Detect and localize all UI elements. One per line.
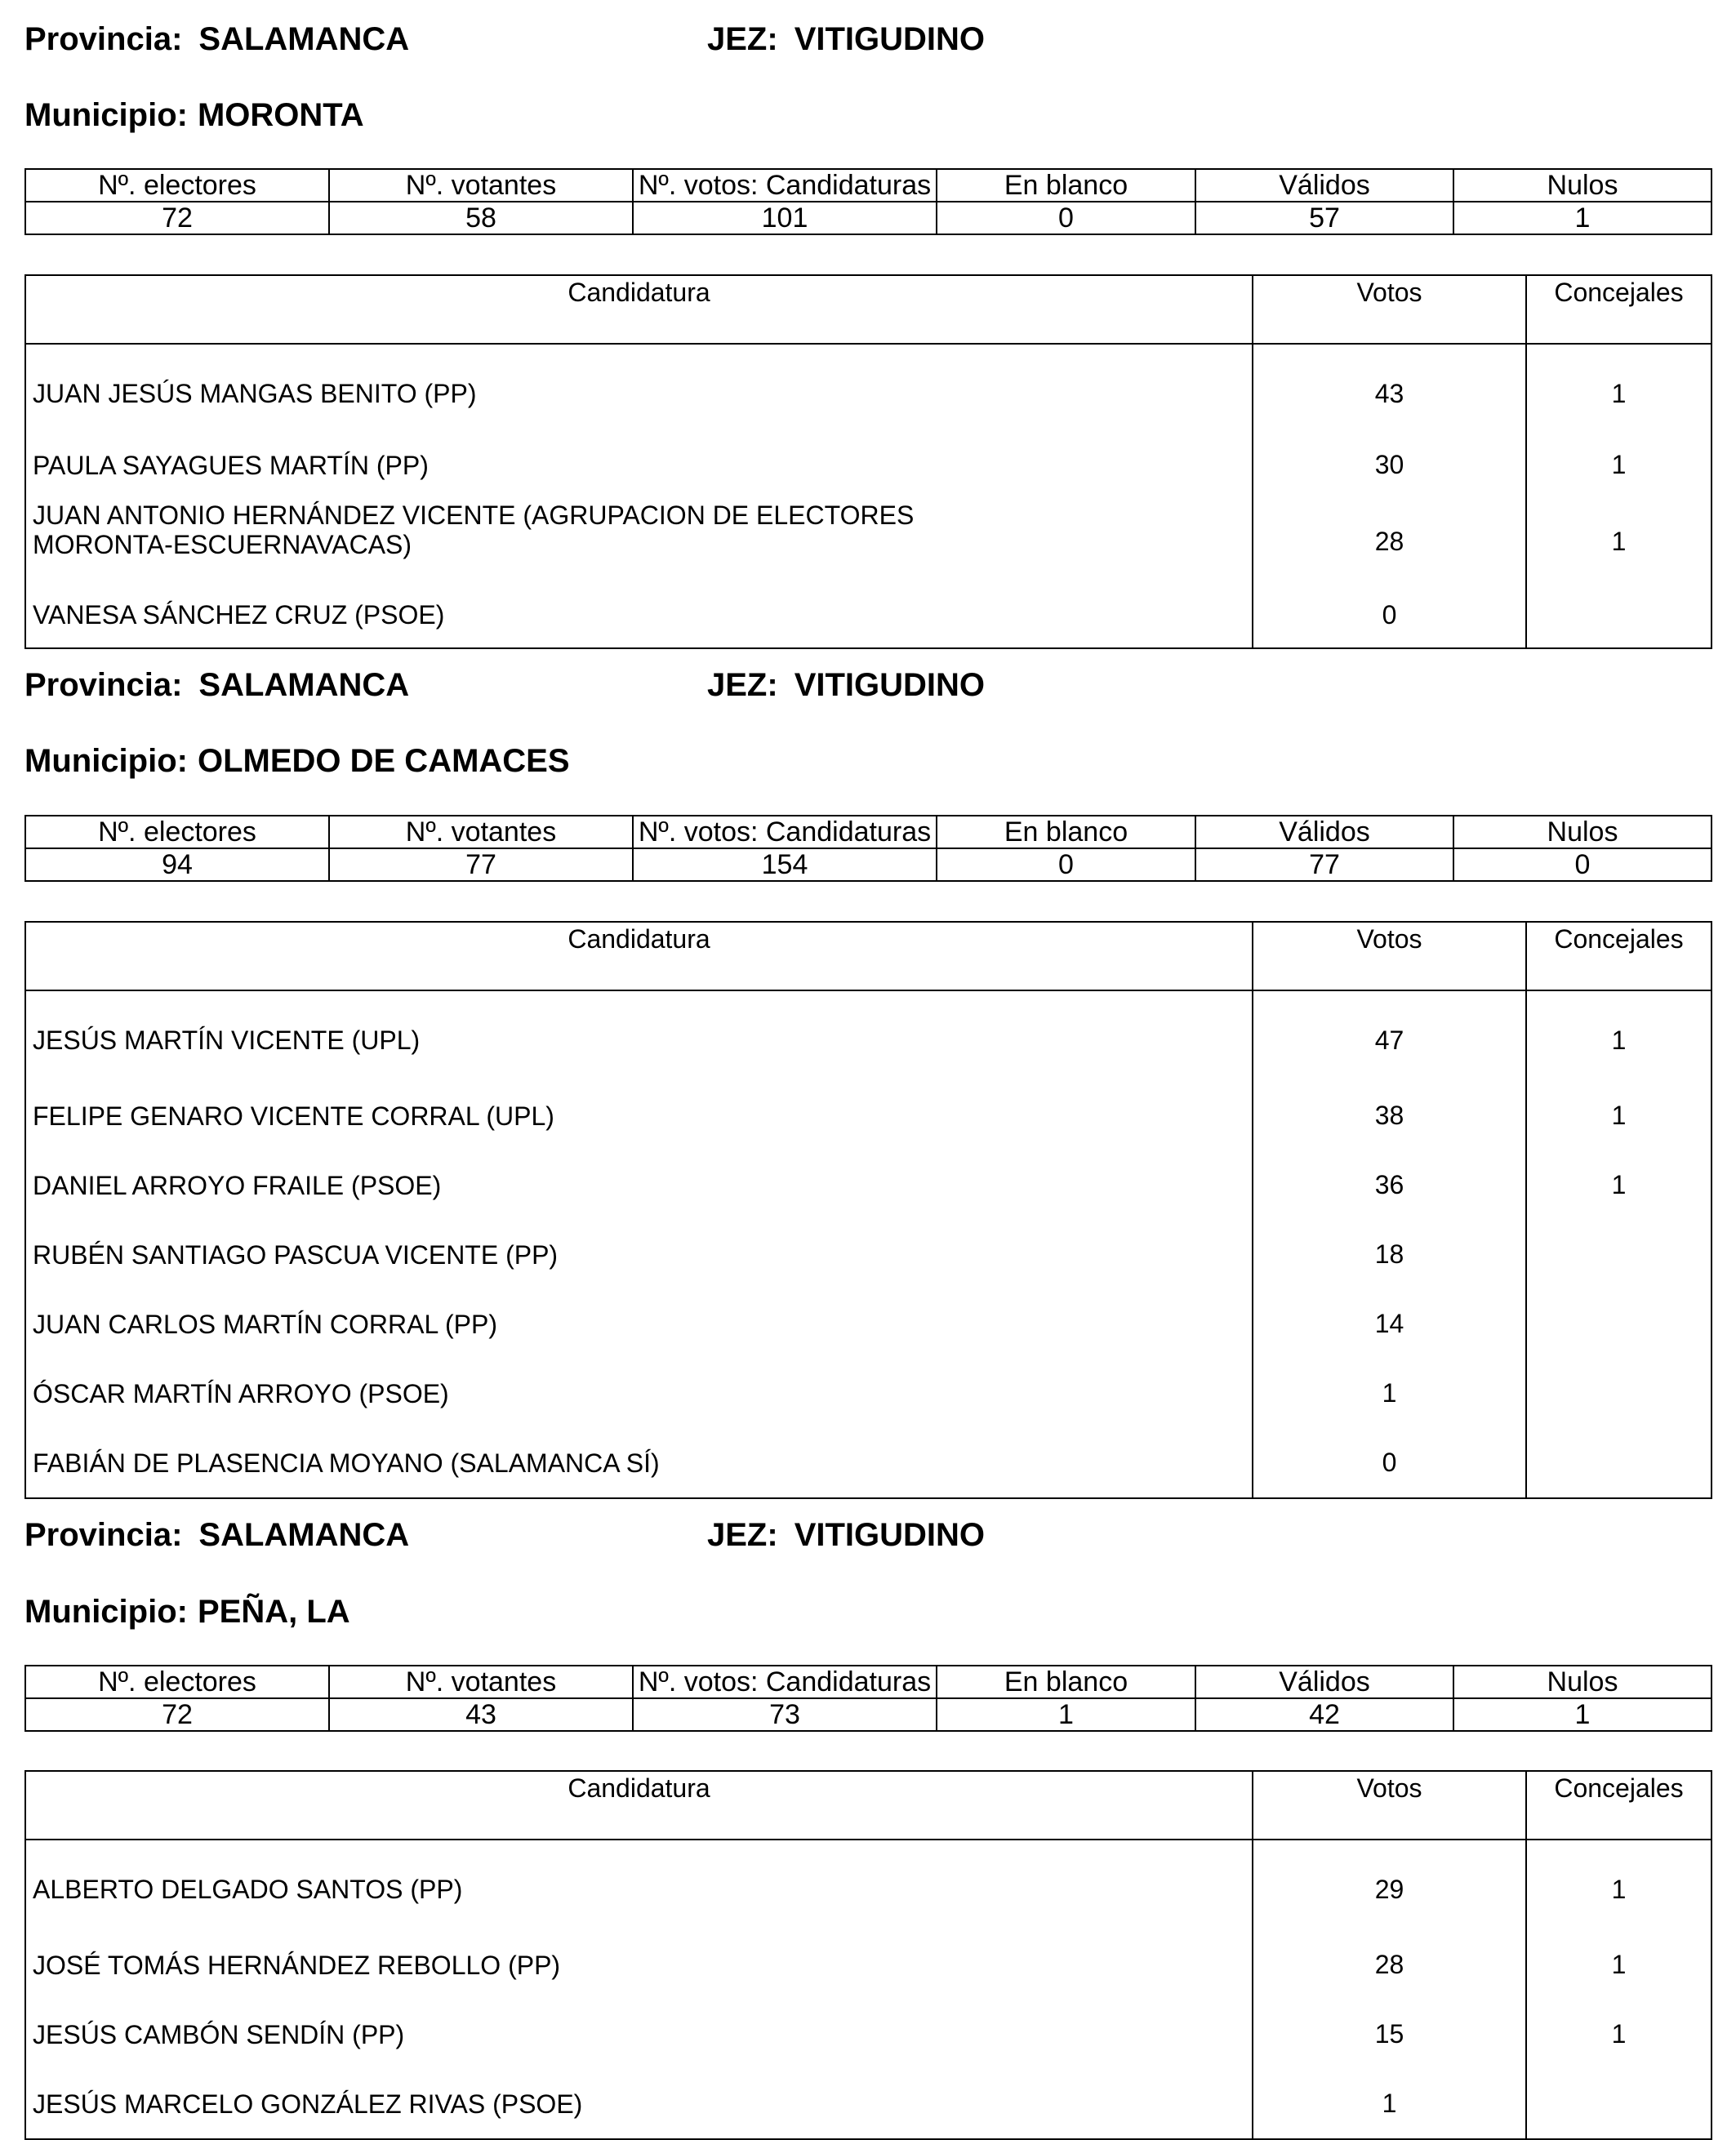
municipio-label: Municipio: [24,1594,188,1630]
provincia-header [24,20,409,59]
stats-header-votantes: Nº. votantes [329,169,633,202]
provincia-value: SALAMANCA [198,667,410,703]
candidates-table [24,1770,1712,2140]
header-concejales: Concejales [1526,922,1712,990]
candidate-name: JUAN ANTONIO HERNÁNDEZ VICENTE (AGRUPACION DE ELECTORES MORONTA-ESCUERNAVACAS) [25,496,1253,582]
provincia-value: SALAMANCA [198,1517,410,1553]
stats-value-row [25,848,1712,881]
candidate-row [25,434,1712,496]
candidate-name: VANESA SÁNCHEZ CRUZ (PSOE) [25,582,1253,648]
header-concejales: Concejales [1526,1771,1712,1840]
candidate-votos: 0 [1253,1428,1526,1498]
candidate-votos: 28 [1253,1930,1526,2000]
candidates-header-row [25,275,1712,344]
stats-value-votantes: 58 [329,202,633,234]
candidate-concejales: 1 [1526,1840,1712,1930]
candidate-name: FELIPE GENARO VICENTE CORRAL (UPL) [25,1081,1253,1150]
provincia-label: Provincia: [24,667,183,703]
stats-header-electores: Nº. electores [25,169,329,202]
stats-value-electores: 72 [25,202,329,234]
candidate-name: JUAN CARLOS MARTÍN CORRAL (PP) [25,1289,1253,1359]
jez-label: JEZ: [707,1517,778,1553]
stats-header-row [25,816,1712,848]
candidate-row [25,1220,1712,1289]
stats-header-en-blanco: En blanco [937,1666,1195,1698]
stats-value-en-blanco: 0 [937,202,1195,234]
stats-table [24,168,1712,235]
jez-header [707,20,985,59]
stats-value-votantes: 77 [329,848,633,881]
candidates-table [24,274,1712,649]
municipio-header [24,741,570,781]
stats-table [24,815,1712,882]
stats-header-en-blanco: En blanco [937,816,1195,848]
stats-header-votantes: Nº. votantes [329,816,633,848]
provincia-header [24,1515,409,1555]
candidate-votos: 18 [1253,1220,1526,1289]
jez-label: JEZ: [707,667,778,703]
stats-header-validos: Válidos [1195,169,1453,202]
stats-value-votos-candidaturas: 101 [633,202,937,234]
stats-header-nulos: Nulos [1453,816,1712,848]
candidate-concejales [1526,582,1712,648]
municipio-value: MORONTA [197,97,364,133]
candidates-table [24,921,1712,1499]
header-candidatura: Candidatura [25,275,1253,344]
candidate-name: FABIÁN DE PLASENCIA MOYANO (SALAMANCA SÍ) [25,1428,1253,1498]
stats-value-nulos: 1 [1453,1698,1712,1731]
candidate-concejales [1526,1428,1712,1498]
candidate-concejales [1526,2069,1712,2139]
candidate-votos: 36 [1253,1150,1526,1220]
stats-value-votantes: 43 [329,1698,633,1731]
candidate-votos: 1 [1253,2069,1526,2139]
candidate-concejales: 1 [1526,344,1712,434]
candidate-name: JESÚS MARCELO GONZÁLEZ RIVAS (PSOE) [25,2069,1253,2139]
stats-header-electores: Nº. electores [25,816,329,848]
candidates-header-row [25,922,1712,990]
stats-value-en-blanco: 1 [937,1698,1195,1731]
candidate-concejales: 1 [1526,496,1712,582]
stats-value-validos: 77 [1195,848,1453,881]
stats-value-validos: 42 [1195,1698,1453,1731]
candidate-concejales [1526,1289,1712,1359]
candidate-row [25,1150,1712,1220]
candidate-name: RUBÉN SANTIAGO PASCUA VICENTE (PP) [25,1220,1253,1289]
jez-label: JEZ: [707,21,778,57]
candidate-votos: 1 [1253,1359,1526,1428]
candidate-name: JESÚS CAMBÓN SENDÍN (PP) [25,2000,1253,2069]
stats-value-electores: 94 [25,848,329,881]
candidate-name: JUAN JESÚS MANGAS BENITO (PP) [25,344,1253,434]
jez-value: VITIGUDINO [794,667,986,703]
municipio-label: Municipio: [24,97,188,133]
candidate-row [25,1930,1712,2000]
provincia-label: Provincia: [24,1517,183,1553]
candidate-concejales: 1 [1526,990,1712,1081]
candidate-votos: 43 [1253,344,1526,434]
candidate-concejales: 1 [1526,1081,1712,1150]
jez-value: VITIGUDINO [794,1517,986,1553]
provincia-value: SALAMANCA [198,21,410,57]
stats-table [24,1665,1712,1732]
stats-header-row [25,1666,1712,1698]
header-votos: Votos [1253,1771,1526,1840]
candidate-name: ÓSCAR MARTÍN ARROYO (PSOE) [25,1359,1253,1428]
stats-header-en-blanco: En blanco [937,169,1195,202]
header-votos: Votos [1253,922,1526,990]
candidate-name: JESÚS MARTÍN VICENTE (UPL) [25,990,1253,1081]
candidate-votos: 29 [1253,1840,1526,1930]
stats-value-row [25,202,1712,234]
candidate-concejales: 1 [1526,2000,1712,2069]
header-candidatura: Candidatura [25,1771,1253,1840]
provincia-header [24,665,409,705]
candidate-votos: 28 [1253,496,1526,582]
stats-value-nulos: 0 [1453,848,1712,881]
candidate-name: JOSÉ TOMÁS HERNÁNDEZ REBOLLO (PP) [25,1930,1253,2000]
stats-value-en-blanco: 0 [937,848,1195,881]
provincia-label: Provincia: [24,21,183,57]
candidate-concejales: 1 [1526,434,1712,496]
stats-value-row [25,1698,1712,1731]
candidate-votos: 38 [1253,1081,1526,1150]
municipio-value: PEÑA, LA [197,1594,350,1630]
candidate-concejales [1526,1359,1712,1428]
candidate-row [25,496,1712,582]
candidate-row [25,1840,1712,1930]
stats-header-votos-candidaturas: Nº. votos: Candidaturas [633,1666,937,1698]
stats-header-votantes: Nº. votantes [329,1666,633,1698]
candidate-concejales: 1 [1526,1930,1712,2000]
candidate-name: PAULA SAYAGUES MARTÍN (PP) [25,434,1253,496]
candidate-row [25,2069,1712,2139]
candidate-votos: 30 [1253,434,1526,496]
stats-value-validos: 57 [1195,202,1453,234]
stats-header-electores: Nº. electores [25,1666,329,1698]
candidate-name: DANIEL ARROYO FRAILE (PSOE) [25,1150,1253,1220]
stats-value-votos-candidaturas: 73 [633,1698,937,1731]
stats-header-row [25,169,1712,202]
jez-header [707,1515,985,1555]
candidate-votos: 14 [1253,1289,1526,1359]
jez-value: VITIGUDINO [794,21,986,57]
municipio-label: Municipio: [24,743,188,779]
candidate-row [25,1359,1712,1428]
candidate-votos: 0 [1253,582,1526,648]
candidate-row [25,1081,1712,1150]
stats-header-validos: Válidos [1195,1666,1453,1698]
candidate-row [25,344,1712,434]
candidate-concejales [1526,1220,1712,1289]
stats-value-electores: 72 [25,1698,329,1731]
stats-value-votos-candidaturas: 154 [633,848,937,881]
stats-header-validos: Válidos [1195,816,1453,848]
stats-header-nulos: Nulos [1453,1666,1712,1698]
stats-header-nulos: Nulos [1453,169,1712,202]
header-candidatura: Candidatura [25,922,1253,990]
candidate-name: ALBERTO DELGADO SANTOS (PP) [25,1840,1253,1930]
header-votos: Votos [1253,275,1526,344]
candidate-votos: 15 [1253,2000,1526,2069]
candidate-row [25,1428,1712,1498]
municipio-header [24,96,364,135]
stats-value-nulos: 1 [1453,202,1712,234]
stats-header-votos-candidaturas: Nº. votos: Candidaturas [633,816,937,848]
candidate-row [25,1289,1712,1359]
candidate-votos: 47 [1253,990,1526,1081]
candidate-row [25,990,1712,1081]
header-concejales: Concejales [1526,275,1712,344]
candidate-row [25,582,1712,648]
candidate-row [25,2000,1712,2069]
municipio-value: OLMEDO DE CAMACES [197,743,570,779]
municipio-header [24,1592,350,1631]
stats-header-votos-candidaturas: Nº. votos: Candidaturas [633,169,937,202]
candidate-concejales: 1 [1526,1150,1712,1220]
candidates-header-row [25,1771,1712,1840]
jez-header [707,665,985,705]
